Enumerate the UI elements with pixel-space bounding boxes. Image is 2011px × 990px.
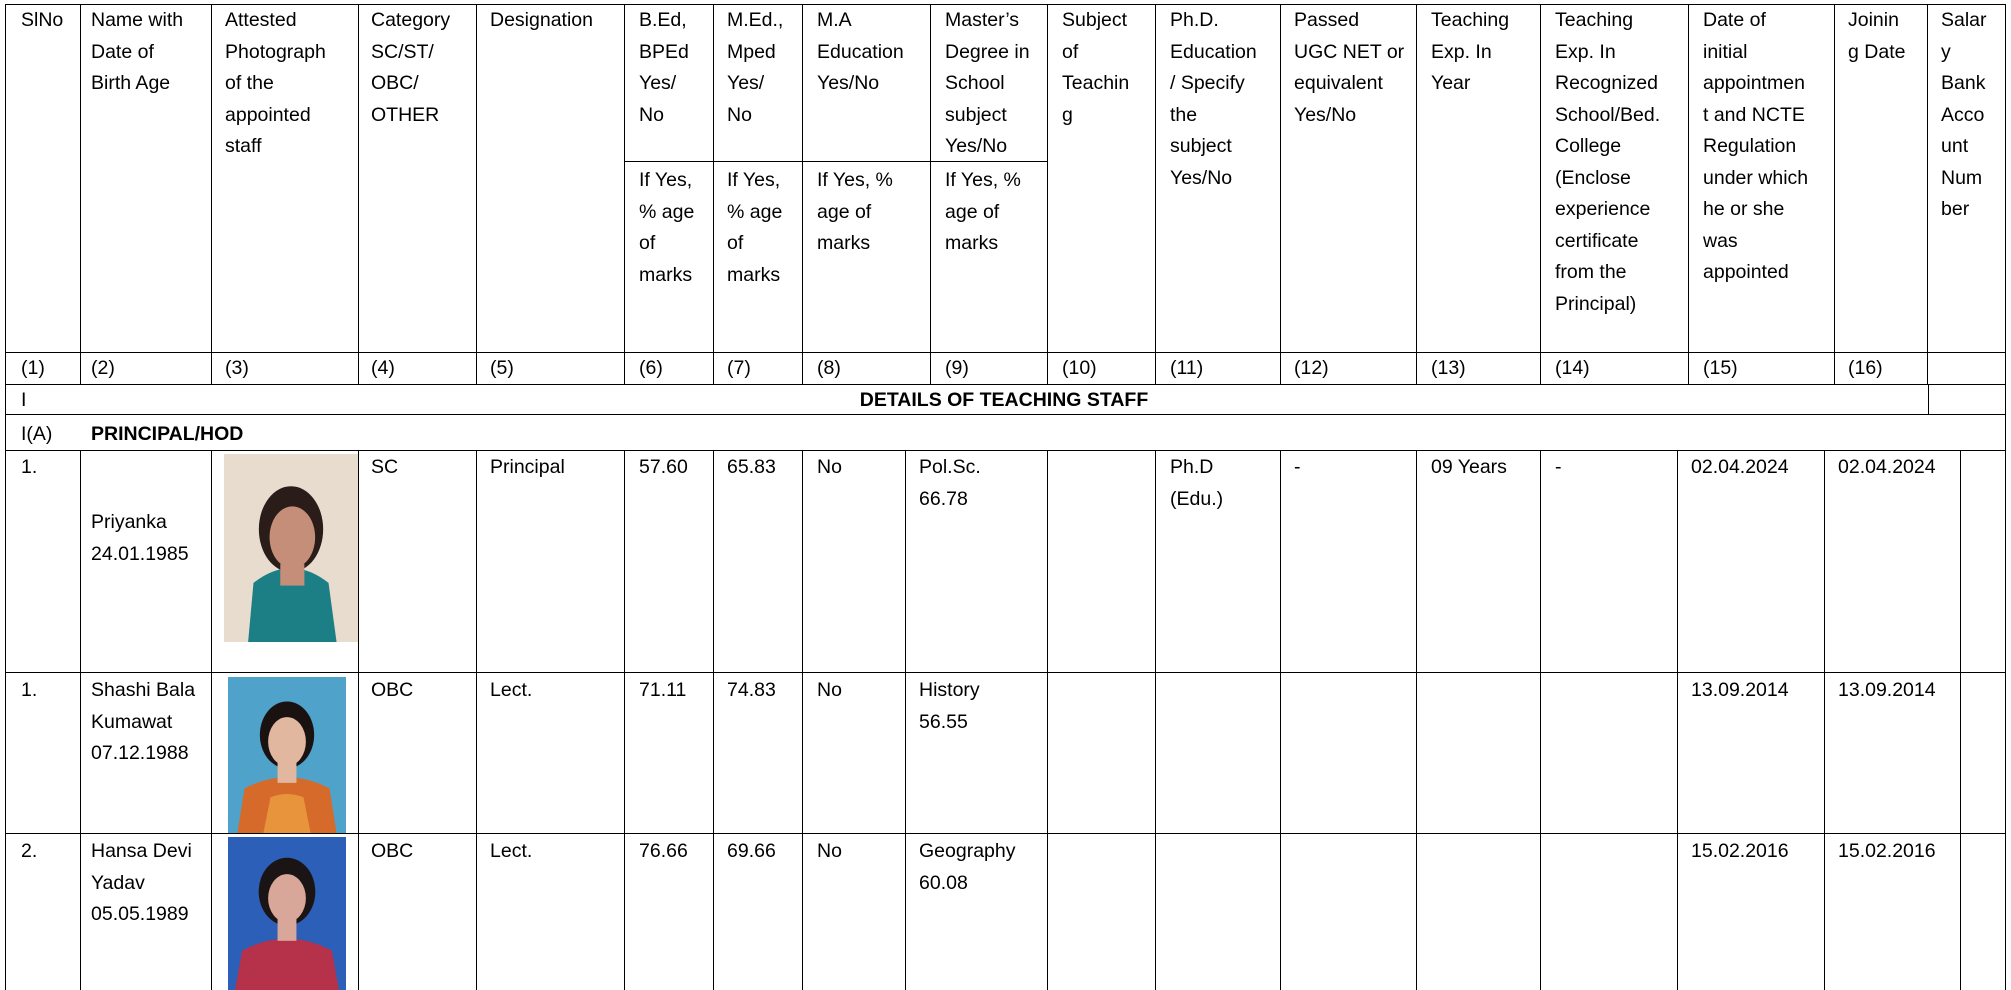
col-line: [358, 4, 359, 384]
row-ma: No: [817, 679, 842, 701]
portrait-image: [228, 837, 346, 990]
row-name-dob: Priyanka 24.01.1985: [91, 511, 189, 565]
col-line: [5, 4, 6, 990]
row-exp-years: 09 Years: [1431, 456, 1507, 478]
col-number: (15): [1703, 357, 1738, 379]
col-line: [1688, 4, 1689, 384]
section-id: I: [21, 389, 27, 411]
row-bed-marks: 71.11: [639, 679, 687, 701]
col-line: [802, 4, 803, 384]
header-name: Name with Date of Birth Age: [91, 9, 184, 94]
header-exp-years: Teaching Exp. In Year: [1431, 9, 1510, 94]
header-exp-recognized: Teaching Exp. In Recognized School/Bed. College (Enclose experience certificate from the Principal): [1555, 9, 1661, 315]
header-initial-appointment: Date of initial appointmen t and NCTE Regulation under which he or she was appointed: [1703, 9, 1809, 283]
col-line: [1155, 450, 1156, 990]
col-line: [80, 450, 81, 990]
photo-neck: [280, 564, 304, 585]
col-line: [1834, 4, 1835, 384]
col-number: (13): [1431, 357, 1466, 379]
row-exp-recognized: -: [1555, 456, 1562, 478]
row-med-marks: 69.66: [727, 840, 776, 862]
header-ma-marks: If Yes, % age of marks: [817, 169, 893, 254]
col-line: [624, 450, 625, 990]
row-masters: Pol.Sc. 66.78: [919, 456, 981, 510]
row-ma: No: [817, 456, 842, 478]
row-joining-date: 13.09.2014: [1838, 679, 1936, 701]
section-title: DETAILS OF TEACHING STAFF: [859, 389, 1149, 411]
row-category: OBC: [371, 840, 414, 862]
row-category: SC: [371, 456, 399, 478]
row-masters: Geography 60.08: [919, 840, 1016, 894]
col-number: (9): [945, 357, 969, 379]
subsection-title: PRINCIPAL/HOD: [91, 423, 244, 445]
header-ma: M.A Education Yes/No: [817, 9, 904, 94]
col-line: [1416, 4, 1417, 384]
col-line: [1960, 450, 1961, 990]
header-net: Passed UGC NET or equivalent Yes/No: [1294, 9, 1405, 126]
row-name-dob: Hansa Devi Yadav 05.05.1989: [91, 840, 192, 925]
row-designation: Lect.: [490, 840, 533, 862]
header-photograph: Attested Photograph of the appointed staff: [225, 9, 326, 157]
row-med-marks: 65.83: [727, 456, 776, 478]
row-joining-date: 02.04.2024: [1838, 456, 1936, 478]
col-line: [624, 4, 625, 384]
header-subject: Subject of Teachin g: [1062, 9, 1130, 126]
header-salary-account: Salar y Bank Acco unt Num ber: [1941, 9, 1987, 220]
col-line: [1047, 4, 1048, 384]
col-line: [1280, 450, 1281, 990]
staff-photo: [224, 454, 358, 642]
col-number: (3): [225, 357, 249, 379]
header-bed-marks: If Yes, % age of marks: [639, 169, 695, 286]
header-masters: Master’s Degree in School subject Yes/No: [945, 9, 1030, 157]
col-line: [713, 450, 714, 990]
col-line: [1927, 4, 1928, 384]
col-line: [476, 450, 477, 990]
staff-photo: [228, 677, 346, 833]
portrait-image: [228, 677, 346, 833]
row-ma: No: [817, 840, 842, 862]
col-number: (12): [1294, 357, 1329, 379]
row-phd: Ph.D (Edu.): [1170, 456, 1224, 510]
col-line: [1540, 450, 1541, 990]
photo-neck: [278, 919, 297, 941]
row-bed-marks: 76.66: [639, 840, 688, 862]
col-line: [802, 450, 803, 990]
col-line: [1280, 4, 1281, 384]
row-sno: 2.: [21, 840, 38, 862]
col-line: [930, 4, 931, 384]
col-number: (1): [21, 357, 45, 379]
row-joining-date: 15.02.2016: [1838, 840, 1936, 862]
col-line: [905, 450, 906, 990]
col-number: (14): [1555, 357, 1590, 379]
staff-photo: [228, 837, 346, 990]
col-number: (2): [91, 357, 115, 379]
portrait-image: [224, 454, 358, 642]
col-line: [713, 4, 714, 384]
col-line: [1047, 450, 1048, 990]
row-med-marks: 74.83: [727, 679, 776, 701]
header-category: Category SC/ST/ OBC/ OTHER: [371, 9, 451, 126]
col-line: [1824, 450, 1825, 990]
photo-clothing-inner: [263, 794, 310, 833]
col-line: [211, 4, 212, 384]
row-designation: Lect.: [490, 679, 533, 701]
row-initial-date: 02.04.2024: [1691, 456, 1789, 478]
photo-face: [268, 717, 306, 766]
header-phd: Ph.D. Education / Specify the subject Yes/No: [1170, 9, 1257, 189]
row1-bottom-line: [5, 672, 2006, 673]
header-med: M.Ed., Mped Yes/ No: [727, 9, 784, 126]
row-net: -: [1294, 456, 1301, 478]
col-number: (6): [639, 357, 663, 379]
col-line: [2005, 4, 2006, 990]
header-slno: SlNo: [21, 9, 64, 31]
col-number: (8): [817, 357, 841, 379]
col-line: [1540, 4, 1541, 384]
row-sno: 1.: [21, 679, 38, 701]
col-line: [1677, 450, 1678, 990]
row-sno: 1.: [21, 456, 38, 478]
header-med-marks: If Yes, % age of marks: [727, 169, 783, 286]
col-number: (7): [727, 357, 751, 379]
col-line: [476, 4, 477, 384]
row-initial-date: 13.09.2014: [1691, 679, 1789, 701]
header-designation: Designation: [490, 9, 593, 31]
col-line: [358, 450, 359, 990]
photo-face: [270, 506, 316, 568]
row-bed-marks: 57.60: [639, 456, 688, 478]
col-number: (11): [1170, 357, 1204, 379]
col-number: (4): [371, 357, 395, 379]
photo-face: [268, 874, 306, 922]
subsection-id: I(A): [21, 423, 53, 445]
row-category: OBC: [371, 679, 414, 701]
col-line: [211, 450, 212, 990]
col-number: (10): [1062, 357, 1097, 379]
col-number: (16): [1848, 357, 1883, 379]
col-line: [80, 4, 81, 384]
col-number: (5): [490, 357, 514, 379]
row-masters: History 56.55: [919, 679, 980, 733]
header-masters-marks: If Yes, % age of marks: [945, 169, 1021, 254]
row2-bottom-line: [5, 833, 2006, 834]
col-line: [1416, 450, 1417, 990]
row-name-dob: Shashi Bala Kumawat 07.12.1988: [91, 679, 196, 764]
col-line: [1155, 4, 1156, 384]
col-line: [1928, 384, 1929, 414]
photo-clothing: [278, 598, 332, 642]
photo-neck: [278, 763, 297, 783]
row-designation: Principal: [490, 456, 565, 478]
header-bed: B.Ed, BPEd Yes/ No: [639, 9, 689, 126]
row-initial-date: 15.02.2016: [1691, 840, 1789, 862]
header-joining-date: Joinin g Date: [1848, 9, 1906, 63]
